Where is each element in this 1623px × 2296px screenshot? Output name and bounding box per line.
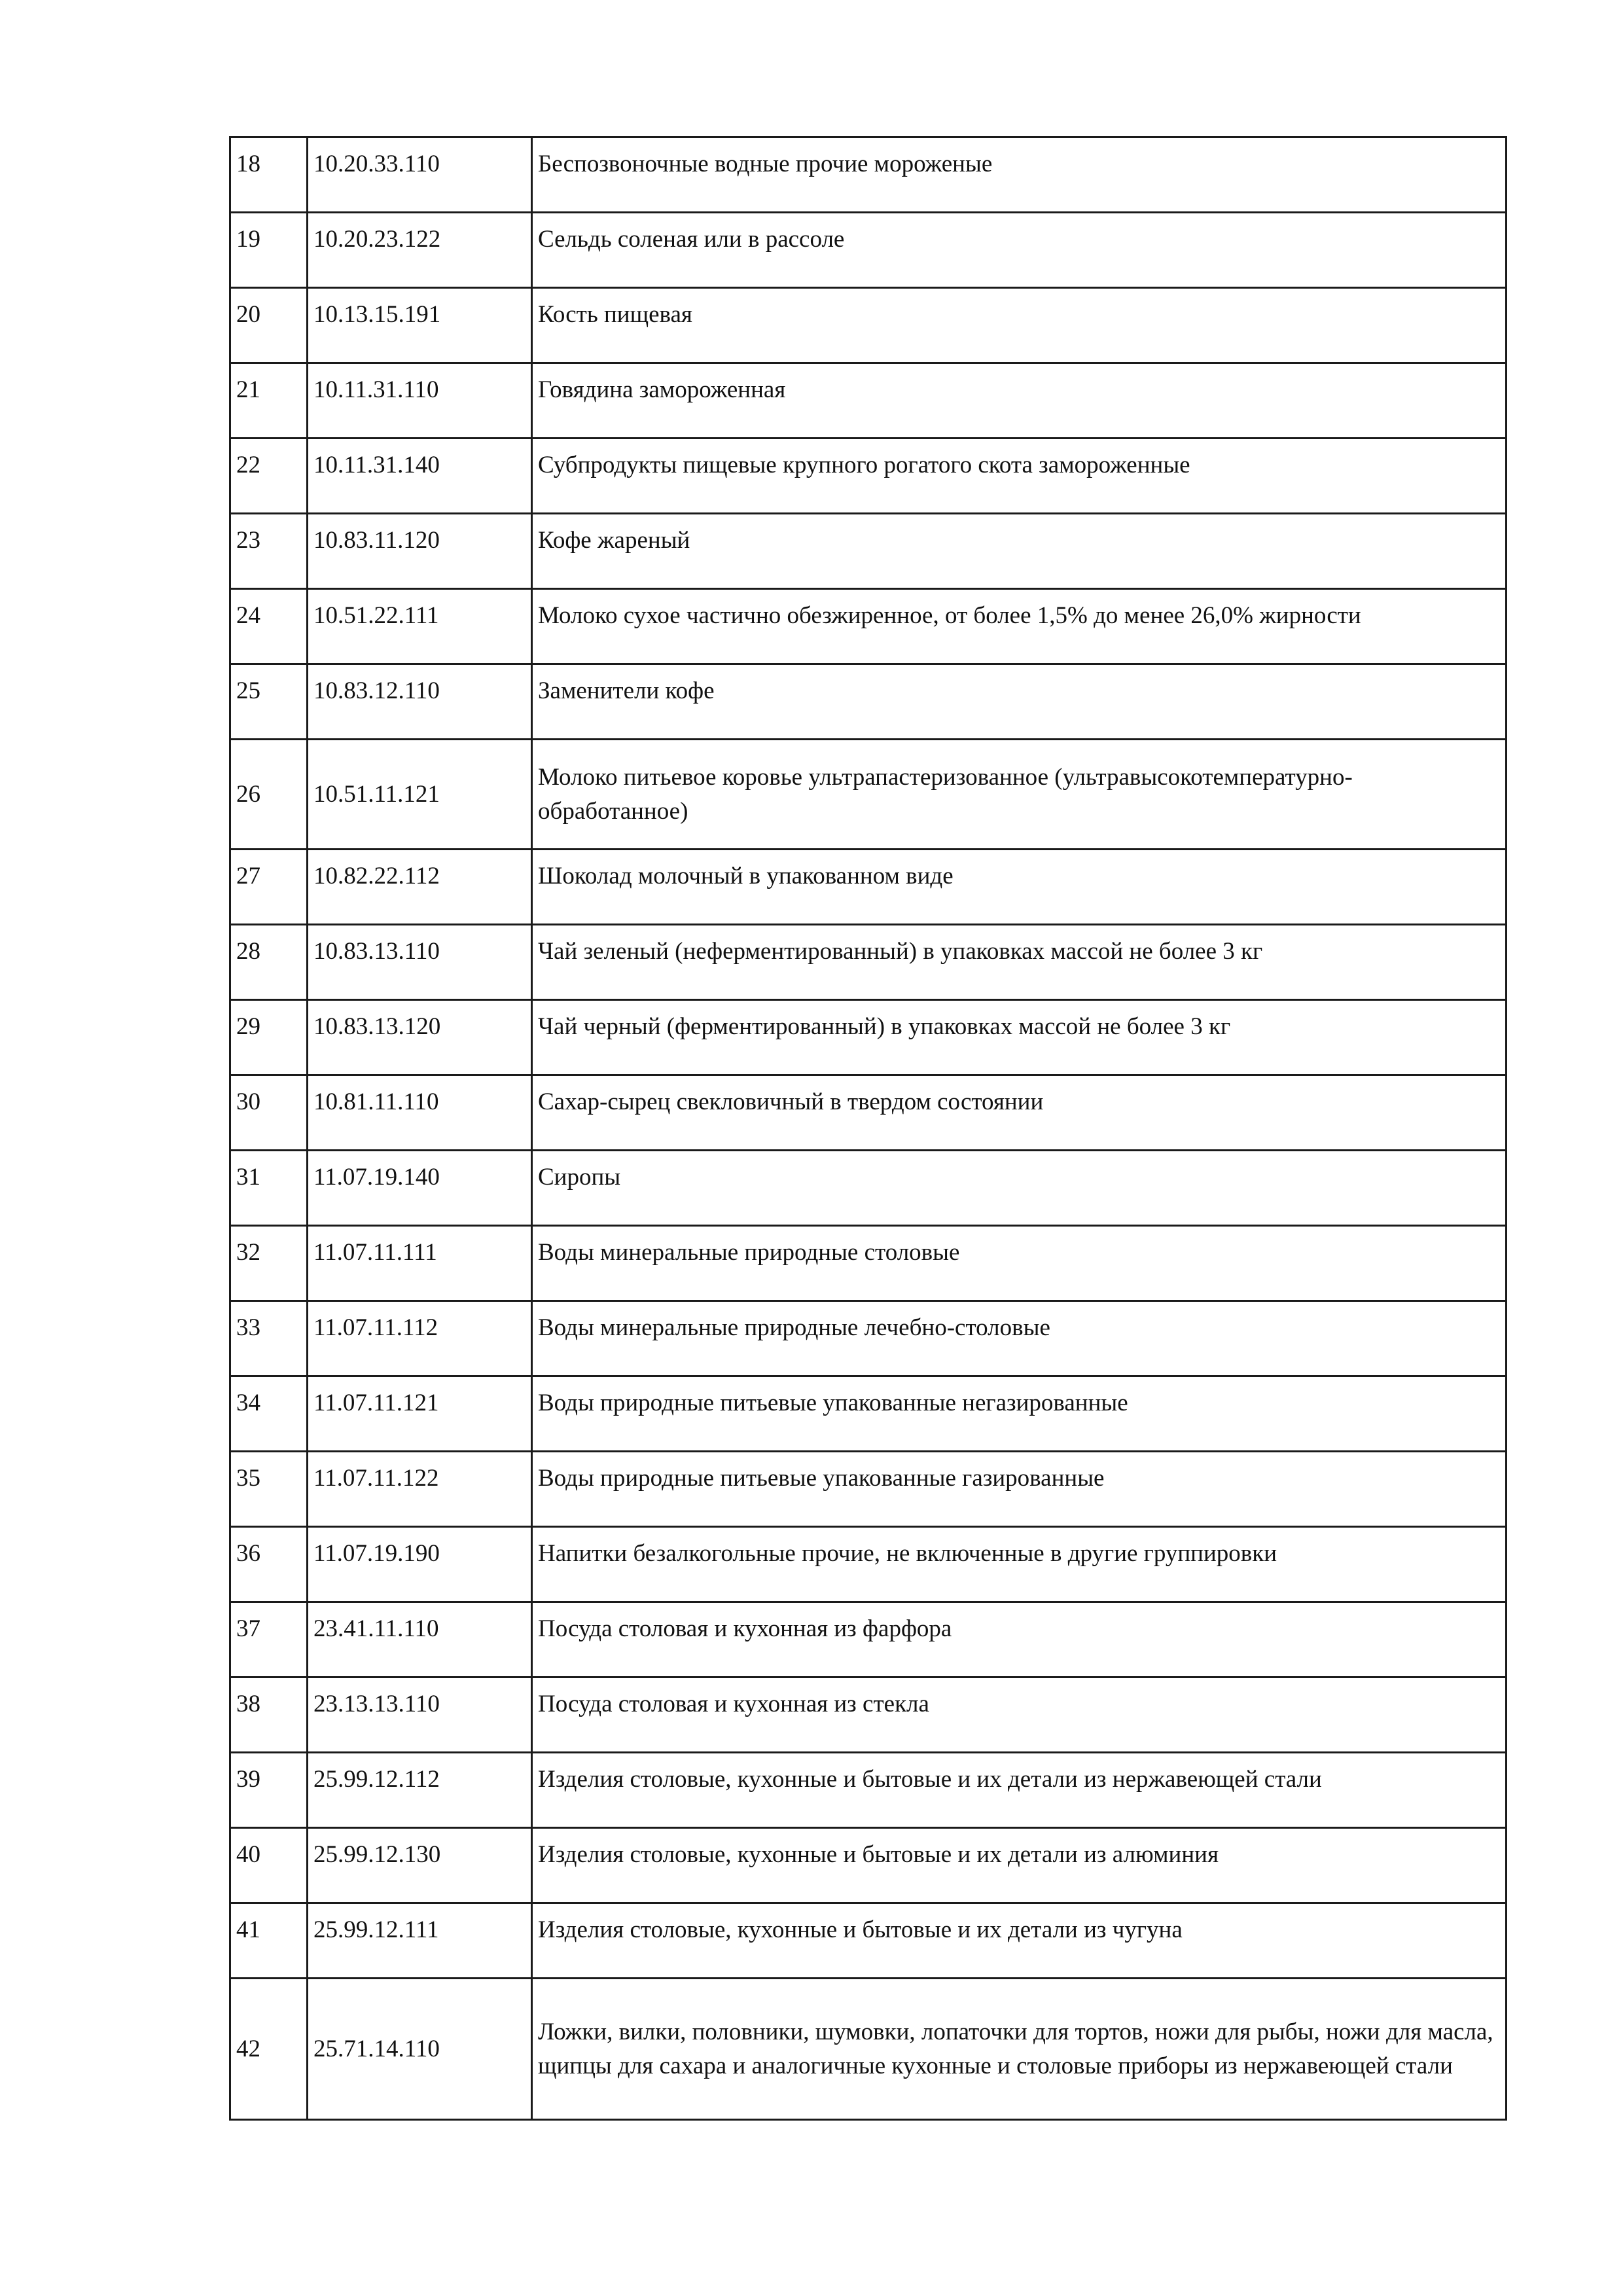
row-number: 35 <box>230 1452 308 1527</box>
product-name: Изделия столовые, кухонные и бытовые и их детали из нержавеющей стали <box>532 1753 1507 1828</box>
row-number: 36 <box>230 1527 308 1602</box>
okpd-code: 25.71.14.110 <box>308 1979 532 2120</box>
table-row <box>230 1602 1507 1677</box>
table-row <box>230 1075 1507 1151</box>
row-number: 25 <box>230 664 308 740</box>
product-name: Напитки безалкогольные прочие, не включенные в другие группировки <box>532 1527 1507 1602</box>
row-number: 20 <box>230 288 308 363</box>
product-name: Сахар-сырец свекловичный в твердом состоянии <box>532 1075 1507 1151</box>
okpd-code: 10.83.13.110 <box>308 925 532 1000</box>
okpd-code: 10.51.11.121 <box>308 740 532 850</box>
product-name: Чай черный (ферментированный) в упаковках массой не более 3 кг <box>532 1000 1507 1075</box>
okpd-code: 23.41.11.110 <box>308 1602 532 1677</box>
row-number: 30 <box>230 1075 308 1151</box>
okpd-code: 25.99.12.130 <box>308 1828 532 1903</box>
row-number: 38 <box>230 1677 308 1753</box>
product-name: Молоко сухое частично обезжиренное, от более 1,5% до менее 26,0% жирности <box>532 589 1507 664</box>
okpd-code: 10.82.22.112 <box>308 850 532 925</box>
okpd-code: 11.07.19.140 <box>308 1151 532 1226</box>
product-name: Чай зеленый (неферментированный) в упаковках массой не более 3 кг <box>532 925 1507 1000</box>
table-row <box>230 1903 1507 1979</box>
table-row <box>230 288 1507 363</box>
okpd-code: 11.07.19.190 <box>308 1527 532 1602</box>
row-number: 18 <box>230 137 308 213</box>
product-name: Изделия столовые, кухонные и бытовые и их детали из чугуна <box>532 1903 1507 1979</box>
okpd-code: 11.07.11.112 <box>308 1301 532 1376</box>
okpd-code: 11.07.11.122 <box>308 1452 532 1527</box>
row-number: 28 <box>230 925 308 1000</box>
row-number: 41 <box>230 1903 308 1979</box>
product-name: Воды минеральные природные лечебно-столовые <box>532 1301 1507 1376</box>
row-number: 42 <box>230 1979 308 2120</box>
table-row <box>230 1151 1507 1226</box>
table-row <box>230 664 1507 740</box>
okpd-code: 25.99.12.111 <box>308 1903 532 1979</box>
row-number: 32 <box>230 1226 308 1301</box>
row-number: 27 <box>230 850 308 925</box>
product-name: Молоко питьевое коровье ультрапастеризованное (ультравысокотемпературно-обработанное) <box>532 740 1507 850</box>
product-name: Посуда столовая и кухонная из стекла <box>532 1677 1507 1753</box>
okpd-code: 10.11.31.140 <box>308 439 532 514</box>
okpd-code: 10.81.11.110 <box>308 1075 532 1151</box>
okpd-code: 10.83.12.110 <box>308 664 532 740</box>
table-row <box>230 589 1507 664</box>
row-number: 24 <box>230 589 308 664</box>
okpd-code: 10.51.22.111 <box>308 589 532 664</box>
table-row <box>230 439 1507 514</box>
row-number: 31 <box>230 1151 308 1226</box>
product-name: Заменители кофе <box>532 664 1507 740</box>
table-row <box>230 925 1507 1000</box>
okpd-code: 11.07.11.111 <box>308 1226 532 1301</box>
row-number: 37 <box>230 1602 308 1677</box>
product-name: Кофе жареный <box>532 514 1507 589</box>
product-name: Изделия столовые, кухонные и бытовые и их детали из алюминия <box>532 1828 1507 1903</box>
okpd-code: 10.11.31.110 <box>308 363 532 439</box>
product-name: Сиропы <box>532 1151 1507 1226</box>
product-name: Кость пищевая <box>532 288 1507 363</box>
row-number: 33 <box>230 1301 308 1376</box>
table-row <box>230 850 1507 925</box>
product-name: Воды природные питьевые упакованные негазированные <box>532 1376 1507 1452</box>
okpd-code: 23.13.13.110 <box>308 1677 532 1753</box>
product-name: Беспозвоночные водные прочие мороженые <box>532 137 1507 213</box>
product-name: Воды минеральные природные столовые <box>532 1226 1507 1301</box>
table-row <box>230 1753 1507 1828</box>
okpd-code: 11.07.11.121 <box>308 1376 532 1452</box>
table-row <box>230 1376 1507 1452</box>
product-name: Сельдь соленая или в рассоле <box>532 213 1507 288</box>
product-name: Субпродукты пищевые крупного рогатого скота замороженные <box>532 439 1507 514</box>
okpd-code: 10.83.13.120 <box>308 1000 532 1075</box>
row-number: 39 <box>230 1753 308 1828</box>
table-row <box>230 1828 1507 1903</box>
okpd-code: 10.20.33.110 <box>308 137 532 213</box>
row-number: 23 <box>230 514 308 589</box>
row-number: 34 <box>230 1376 308 1452</box>
table-row <box>230 1000 1507 1075</box>
table-row <box>230 740 1507 850</box>
product-name: Шоколад молочный в упакованном виде <box>532 850 1507 925</box>
row-number: 19 <box>230 213 308 288</box>
product-codes-table <box>229 136 1507 2121</box>
table-row <box>230 1677 1507 1753</box>
row-number: 22 <box>230 439 308 514</box>
product-name: Посуда столовая и кухонная из фарфора <box>532 1602 1507 1677</box>
table-row <box>230 363 1507 439</box>
okpd-code: 10.20.23.122 <box>308 213 532 288</box>
row-number: 40 <box>230 1828 308 1903</box>
table-row <box>230 137 1507 213</box>
row-number: 29 <box>230 1000 308 1075</box>
table-row <box>230 514 1507 589</box>
product-name: Ложки, вилки, половники, шумовки, лопаточки для тортов, ножи для рыбы, ножи для масла, щипцы для сахара и аналогичные кухонные и столовые приборы из нержавеющей стали <box>532 1979 1507 2120</box>
table-row <box>230 1301 1507 1376</box>
okpd-code: 10.83.11.120 <box>308 514 532 589</box>
row-number: 26 <box>230 740 308 850</box>
okpd-code: 25.99.12.112 <box>308 1753 532 1828</box>
table-row <box>230 213 1507 288</box>
okpd-code: 10.13.15.191 <box>308 288 532 363</box>
product-name: Воды природные питьевые упакованные газированные <box>532 1452 1507 1527</box>
product-name: Говядина замороженная <box>532 363 1507 439</box>
table-row <box>230 1452 1507 1527</box>
table-row <box>230 1527 1507 1602</box>
row-number: 21 <box>230 363 308 439</box>
table-row <box>230 1979 1507 2120</box>
table-row <box>230 1226 1507 1301</box>
